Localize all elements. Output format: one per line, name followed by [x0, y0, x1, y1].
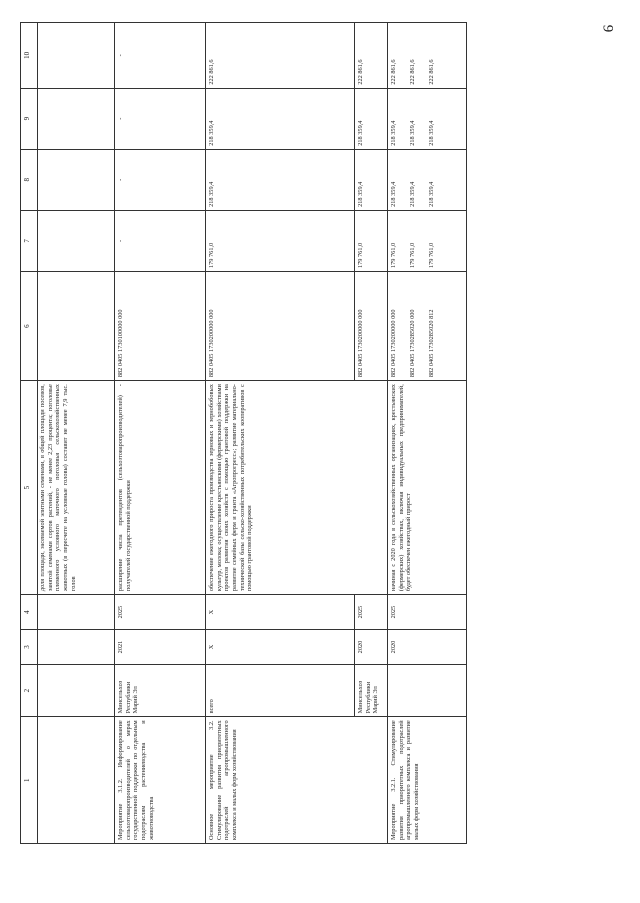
col-header: 4	[21, 595, 38, 630]
amounts	[388, 149, 467, 210]
col-header: 1	[21, 717, 38, 844]
amount: 222 861,6	[390, 59, 397, 85]
amount: 179 761,0	[355, 210, 388, 271]
budget-code: 882 0405 1730200000 000	[206, 271, 355, 380]
col-header: 6	[21, 271, 38, 380]
start-year: X	[206, 630, 355, 665]
expected-result: доля площади, засеваемой элитными семенами, в общей площади посевов, занятой семенами сортов растений, - не менее 2,23 процента; поголовье племенного условного маточного поголовья сельскохозяйственных животных (в пересчете на условные головы) составит не менее 7,9 тыс. голов	[38, 381, 115, 595]
measure-name: Мероприятие 3.1.2. Информирование сельхозтоваропроизводителей о мерах государственной поддержки по отдельным подотраслям растениеводства и животноводства	[115, 717, 206, 844]
expected-result: обеспечение ежегодного прироста производства зерновых и зернобобовых культур, молока; осуществление крестьянскими (фермерскими) хозяйствами проектов развития своих хозяйств с помощью грантовой поддержки на развитие семейных ферм и гранта «Агропрогресс»; развитие материально-технической базы сельско-хозяйственных потребительских кооперативов с помощью грантовой поддержки	[206, 381, 388, 595]
amount: 218 359,4	[390, 181, 397, 207]
measure-name: Мероприятие 3.2.1. Стимулирование развития приоритетных подотраслей агропромышленного комплекса и развитие малых форм хозяйствования	[388, 717, 467, 844]
end-year: 2025	[115, 595, 206, 630]
program-table	[20, 22, 467, 844]
amount: 222 861,6	[355, 23, 388, 89]
executor: всего	[206, 664, 355, 716]
amounts	[388, 23, 467, 89]
amount: 218 359,4	[206, 149, 355, 210]
amount: 179 761,0	[390, 242, 397, 268]
col-header: 3	[21, 630, 38, 665]
amount: -	[115, 210, 206, 271]
amount: 218 359,4	[355, 149, 388, 210]
amount: 218 359,4	[355, 88, 388, 149]
header-row	[21, 23, 38, 844]
amount: 179 761,0	[428, 242, 435, 268]
expected-result: начиная с 2020 года в сельскохозяйственных организациях, крестьянских (фермерских) хозяйствах, включая индивидуальных предпринимателей, будет обеспечен ежегодный прирост	[388, 381, 467, 595]
amount: 179 761,0	[206, 210, 355, 271]
amounts	[388, 210, 467, 271]
expected-result: расширение числа претендентов (сельхозтоваропроизводителей) - получателей государственной поддержки	[115, 381, 206, 595]
col-header: 10	[21, 23, 38, 89]
col-header: 7	[21, 210, 38, 271]
amount: 218 359,4	[390, 120, 397, 146]
budget-code: 882 0405 1730285020 000	[409, 309, 416, 378]
amount: 218 359,4	[206, 88, 355, 149]
amount: 222 861,6	[409, 59, 416, 85]
amount: 179 761,0	[409, 242, 416, 268]
amount: -	[115, 23, 206, 89]
col-header: 8	[21, 149, 38, 210]
amount: 218 359,4	[428, 120, 435, 146]
col-header: 5	[21, 381, 38, 595]
amount: 222 861,6	[206, 23, 355, 89]
end-year: 2025	[388, 595, 467, 630]
start-year: 2021	[115, 630, 206, 665]
table-row	[388, 23, 467, 844]
measure-name: Основное мероприятие 3.2. Стимулирование развития приоритетных подотраслей агропромышленного комплекса и малых форм хозяйствования	[206, 717, 388, 844]
amount: 222 861,6	[428, 59, 435, 85]
budget-codes	[388, 271, 467, 380]
budget-code: 882 0405 1730200000 000	[355, 271, 388, 380]
amount: -	[115, 149, 206, 210]
amount: 218 359,4	[409, 181, 416, 207]
table-row	[38, 23, 115, 844]
table-row	[206, 23, 355, 844]
col-header: 9	[21, 88, 38, 149]
amount: -	[115, 88, 206, 149]
start-year: 2020	[355, 630, 388, 665]
page-number: 9	[599, 24, 616, 33]
amount: 218 359,4	[428, 181, 435, 207]
start-year: 2020	[388, 630, 467, 665]
end-year: X	[206, 595, 355, 630]
executor: Минсельхоз Республики Марий Эл	[115, 664, 206, 716]
amounts	[388, 88, 467, 149]
budget-code: 882 0405 1730100000 000	[115, 271, 206, 380]
budget-code: 882 0405 1730285020 812	[428, 309, 435, 378]
col-header: 2	[21, 664, 38, 716]
executor: Минсельхоз Республики Марий Эл	[355, 664, 388, 716]
budget-code: 882 0405 1730200000 000	[390, 309, 397, 378]
table-row	[115, 23, 206, 844]
end-year: 2025	[355, 595, 388, 630]
amount: 218 359,4	[409, 120, 416, 146]
